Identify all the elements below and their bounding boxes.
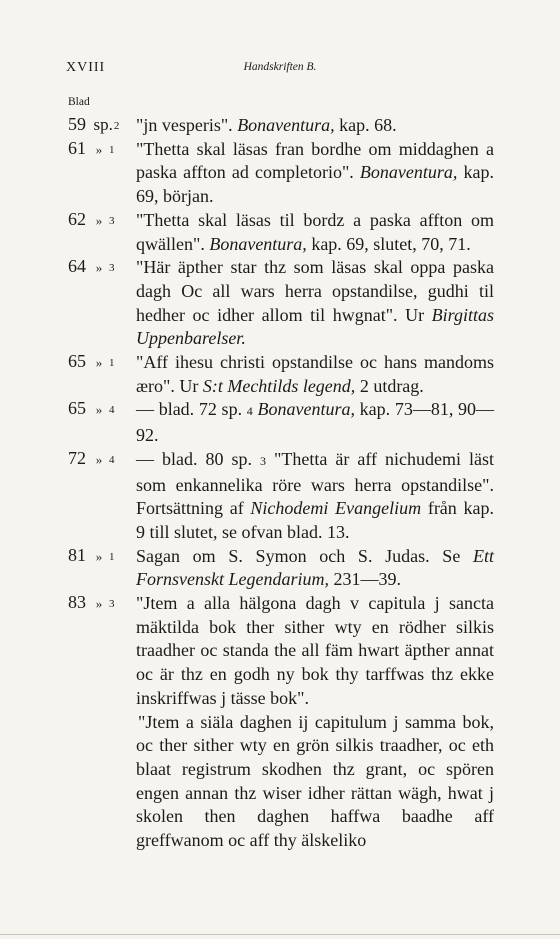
- entry-reference: 72 » 4: [68, 447, 115, 468]
- entry-list: [0, 114, 560, 853]
- column-label: Blad: [68, 96, 90, 108]
- running-head: [66, 60, 494, 82]
- list-item: [0, 114, 560, 138]
- entry-reference: 64 » 3: [68, 256, 115, 277]
- list-item: [0, 398, 560, 447]
- entry-reference: 59 sp.2: [68, 114, 120, 134]
- entry-text: "Thetta skal läsas til bordz a paska affton om qwällen". Bonaventura, kap. 69, slutet, 70, 71.: [136, 209, 494, 254]
- entry-reference: 61 » 1: [68, 137, 115, 158]
- entry-reference: 62 » 3: [68, 208, 115, 229]
- list-item: [0, 138, 560, 209]
- entry-text: "Jtem a alla hälgona dagh v capitula j sancta mäktilda bok ther sither wty en rödher silkis traadher oc standa the all fäm hwart äpther annat oc är thz en godh ny bok thy tarffwas thz ekke inskriffwas j tässe bok".: [136, 593, 494, 708]
- list-item: [0, 351, 560, 398]
- entry-text: — blad. 72 sp. 4 Bonaventura, kap. 73—81, 90—92.: [136, 399, 495, 446]
- entry-reference: 65 » 4: [68, 398, 115, 419]
- entry-text: Sagan om S. Symon och S. Judas. Se Ett Fornsvenskt Legendarium, 231—39.: [136, 545, 494, 590]
- bottom-edge: [0, 934, 560, 935]
- entry-text: "Här äpther star thz som läsas skal oppa paska dagh Oc all wars herra opstandilse, gudhi til hedher oc idher allom til hwgnat". Ur Birgittas Uppenbarelser.: [136, 257, 494, 349]
- running-title: Handskriften B.: [243, 61, 317, 73]
- list-item: [0, 448, 560, 545]
- entry-reference: 83 » 3: [68, 592, 115, 613]
- entry-text: "Thetta skal läsas fran bordhe om middaghen a paska affton ad completorio". Bonaventura, kap. 69, början.: [136, 138, 494, 207]
- entry-text: "Aff ihesu christi opstandilse oc hans mandoms æro". Ur S:t Mechtilds legend, 2 utdrag.: [136, 352, 494, 396]
- list-item: [0, 209, 560, 256]
- list-item: [0, 592, 560, 711]
- entry-text: "jn vesperis". Bonaventura, kap. 68.: [136, 115, 397, 135]
- entry-reference: 81 » 1: [68, 544, 115, 565]
- list-item: [0, 545, 560, 592]
- entry-text: — blad. 80 sp. 3 "Thetta är aff nichudemi läst som enkannelika röre wars herra opstandilse". Fortsättning af Nichodemi Evangelium från kap. 9 till slutet, se ofvan blad. 13.: [136, 448, 495, 542]
- list-item: [0, 256, 560, 351]
- continuation-paragraph: "Jtem a siäla daghen ij capitulum j samma bok, oc ther sither wty en grön silkis traadher, oc eth blaat registrum skodhen thz grant, oc spören engen annan thz wiser idher rättan wägh, hwat j skolen then daghen haffwa baadhe aff greffwanom oc aff thy älskeliko: [136, 711, 494, 851]
- entry-reference: 65 » 1: [68, 351, 115, 372]
- page-number: XVIII: [66, 60, 106, 75]
